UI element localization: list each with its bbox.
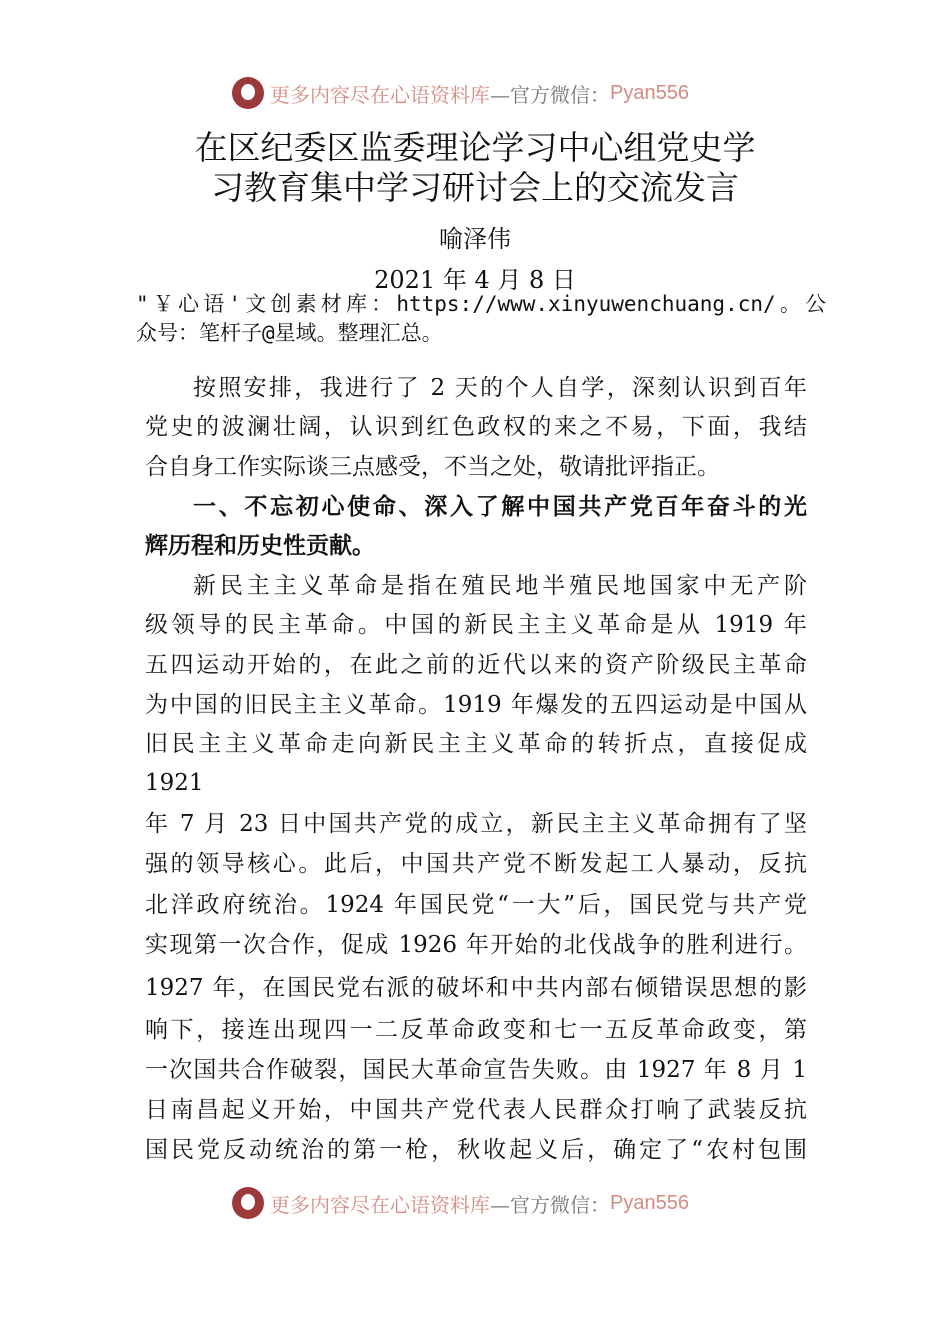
author: 喻泽伟 bbox=[439, 225, 511, 253]
paragraph-line: 合自身工作实际谈三点感受，不当之处，敬请批评指正。 bbox=[145, 454, 720, 480]
paragraph-line: 为中国的旧民主主义革命。1919 年爆发的五四运动是中国从 bbox=[145, 692, 807, 718]
watermark-footer: 更多内容尽在心语资料库 —官方微信： Pyan556 bbox=[232, 1186, 722, 1220]
paragraph-line: 新民主主义革命是指在殖民地半殖民地国家中无产阶 bbox=[193, 573, 807, 599]
title-line-2: 习教育集中学习研讨会上的交流发言 bbox=[211, 168, 739, 207]
paragraph-line: 党史的波澜壮阔，认识到红色政权的来之不易，下面，我结 bbox=[145, 414, 807, 440]
paragraph-line: 按照安排，我进行了 2 天的个人自学，深刻认识到百年 bbox=[193, 375, 807, 401]
paragraph-line: 国民党反动统治的第一枪，秋收起义后，确定了“农村包围 bbox=[145, 1137, 807, 1163]
paragraph-line: 1921 bbox=[145, 770, 204, 796]
pen-logo-icon bbox=[232, 77, 264, 109]
paragraph-line: 响下，接连出现四一二反革命政变和七一五反革命政变，第 bbox=[145, 1017, 807, 1043]
section-heading-line: 一、不忘初心使命、深入了解中国共产党百年奋斗的光 bbox=[193, 494, 807, 520]
paragraph-line: 旧民主主义革命走向新民主主义革命的转折点，直接促成 bbox=[145, 731, 807, 757]
source-line-2: 众号：笔杆子@星域。整理汇总。 bbox=[136, 321, 443, 345]
watermark-header: 更多内容尽在心语资料库 —官方微信： Pyan556 bbox=[232, 76, 722, 110]
pen-logo-icon bbox=[232, 1187, 264, 1219]
paragraph-line: 北洋政府统治。1924 年国民党“一大”后，国民党与共产党 bbox=[145, 892, 807, 918]
paragraph-line: 实现第一次合作，促成 1926 年开始的北伐战争的胜利进行。 bbox=[145, 932, 807, 958]
paragraph-line: 日南昌起义开始，中国共产党代表人民群众打响了武装反抗 bbox=[145, 1097, 807, 1123]
title-line-1: 在区纪委区监委理论学习中心组党史学 bbox=[194, 128, 756, 167]
source-line-1: "￥心语'文创素材库：https://www.xinyuwenchuang.cn/。公 bbox=[136, 292, 826, 316]
date: 2021 年 4 月 8 日 bbox=[374, 266, 576, 294]
paragraph-line: 一次国共合作破裂，国民大革命宣告失败。由 1927 年 8 月 1 bbox=[145, 1057, 807, 1083]
paragraph-line: 强的领导核心。此后，中国共产党不断发起工人暴动，反抗 bbox=[145, 851, 807, 877]
section-heading-line: 辉历程和历史性贡献。 bbox=[145, 533, 375, 559]
paragraph-line: 级领导的民主革命。中国的新民主主义革命是从 1919 年 bbox=[145, 612, 807, 638]
paragraph-line: 五四运动开始的，在此之前的近代以来的资产阶级民主革命 bbox=[145, 652, 807, 678]
paragraph-line: 1927 年，在国民党右派的破坏和中共内部右倾错误思想的影 bbox=[145, 975, 807, 1001]
paragraph-line: 年 7 月 23 日中国共产党的成立，新民主主义革命拥有了坚 bbox=[145, 811, 807, 837]
